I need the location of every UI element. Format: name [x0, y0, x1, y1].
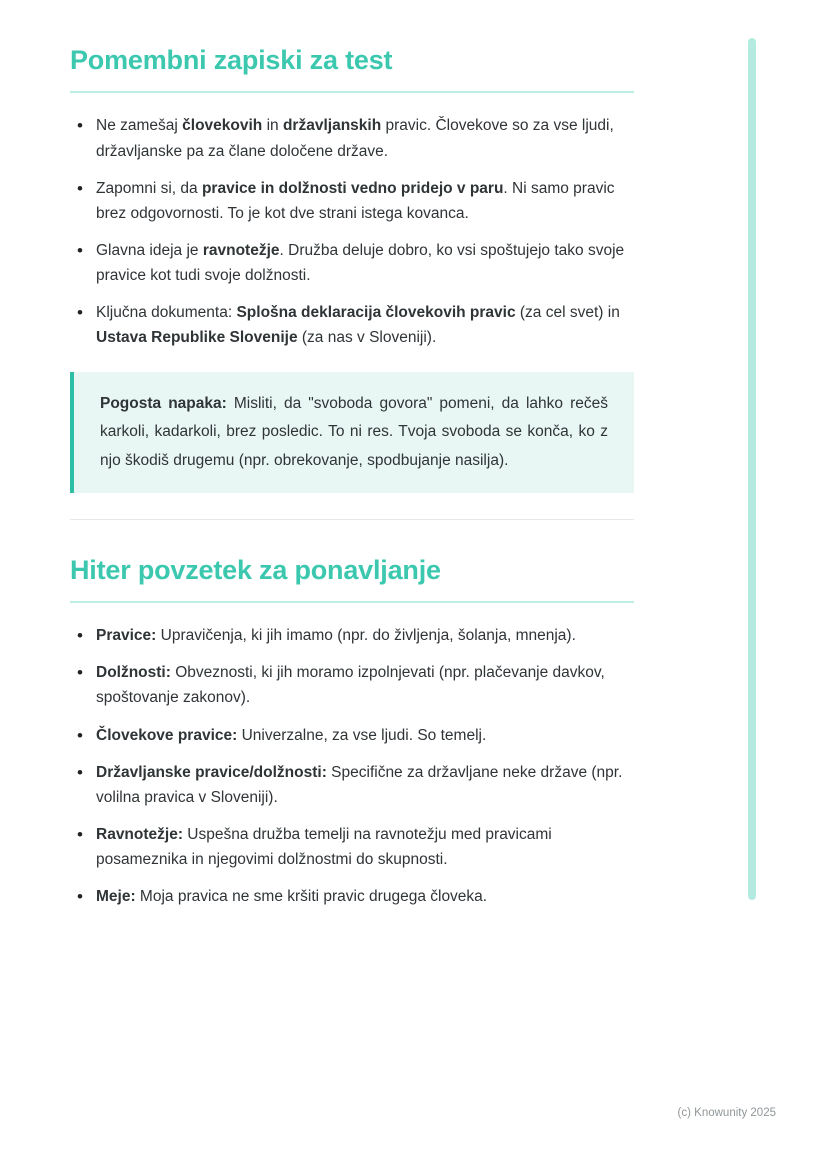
section-title-notes: Pomembni zapiski za test [70, 44, 634, 93]
bullet-item: • Meje: Moja pravica ne sme kršiti pravic drugega človeka. [70, 884, 634, 909]
callout-box [70, 372, 634, 493]
section-divider [70, 519, 634, 520]
section-notes [70, 44, 634, 493]
bullet-item: • Ključna dokumenta: Splošna deklaracija človekovih pravic (za cel svet) in Ustava Republike Slovenije (za nas v Sloveniji). [70, 300, 634, 350]
bullet-item: • Državljanske pravice/dolžnosti: Specifične za državljane neke države (npr. volilna pravica v Sloveniji). [70, 760, 634, 810]
bullet-item: • Ne zamešaj človekovih in državljanskih pravic. Človekove so za vse ljudi, državljanske pa za člane določene države. [70, 113, 634, 163]
section-summary [70, 554, 634, 909]
bullet-item: • Zapomni si, da pravice in dolžnosti vedno pridejo v paru. Ni samo pravic brez odgovornosti. To je kot dve strani istega kovanca. [70, 176, 634, 226]
callout-text: Pogosta napaka: Misliti, da "svoboda govora" pomeni, da lahko rečeš karkoli, kadarkoli, brez posledic. To ni res. Tvoja svoboda se konča, ko z njo škodiš drugemu (npr. obrekovanje, spodbujanje nasilja). [100, 395, 608, 469]
bullet-item: • Dolžnosti: Obveznosti, ki jih moramo izpolnjevati (npr. plačevanje davkov, spoštovanje zakonov). [70, 660, 634, 710]
footer-credit: (c) Knowunity 2025 [677, 1107, 776, 1119]
document-content [70, 44, 634, 921]
bullet-item: • Ravnotežje: Uspešna družba temelji na ravnotežju med pravicami posameznika in njegovimi dolžnostmi do skupnosti. [70, 822, 634, 872]
bullet-item: • Glavna ideja je ravnotežje. Družba deluje dobro, ko vsi spoštujejo tako svoje pravice kot tudi svoje dolžnosti. [70, 238, 634, 288]
bullet-list-summary [70, 623, 634, 909]
bullet-item: • Človekove pravice: Univerzalne, za vse ljudi. So temelj. [70, 723, 634, 748]
bullet-list-notes [70, 113, 634, 350]
scrollbar-thumb[interactable] [748, 38, 756, 900]
bullet-item: • Pravice: Upravičenja, ki jih imamo (npr. do življenja, šolanja, mnenja). [70, 623, 634, 648]
section-title-summary: Hiter povzetek za ponavljanje [70, 554, 634, 603]
